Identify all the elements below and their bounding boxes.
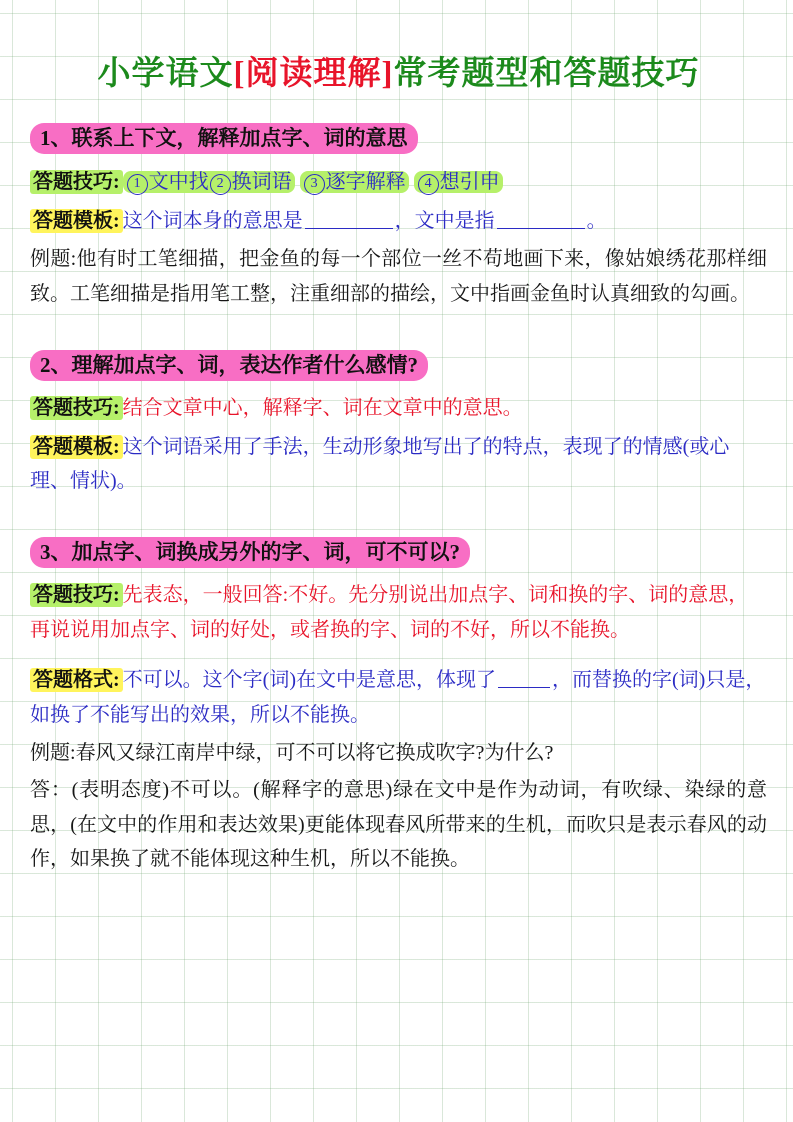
section-1-skill-item-4: 想引申 xyxy=(439,171,500,194)
section-1-template-text-2: ，文中是指 xyxy=(394,209,495,232)
circled-number-3: 3 xyxy=(304,174,325,195)
section-3-answer-text: (表明态度)不可以。(解释字的意思)绿在文中是作为动词，有吹绿、染绿的意思，(在文中的作用和表达效果)更能体现春风所带来的生机，而吹只是表示春风的动作，如果换了就不能体现这种生机，所以不能换。 xyxy=(30,778,768,871)
section-2-template-label: 答题模板: xyxy=(30,435,123,459)
section-1-skill-line xyxy=(30,165,767,199)
section-3-format-text-1: 不可以。这个字(词)在文中是意思，体现了 xyxy=(122,669,496,692)
section-2-template-line xyxy=(30,430,767,499)
section-3-format-text-2: ，而替换的字(词)只是，如换了不能写出的效果，所以不能换。 xyxy=(30,669,766,726)
section-1-template-text-3: 。 xyxy=(586,209,607,232)
section-2-heading-wrap xyxy=(30,346,767,386)
circled-number-2: 2 xyxy=(210,174,231,195)
page-title-prefix: 小学语文 xyxy=(97,56,234,92)
section-1-heading-wrap xyxy=(30,119,767,159)
section-1-skill-item-1: 文中找 xyxy=(148,171,209,194)
section-1-example-label: 例题: xyxy=(30,247,77,270)
section-2 xyxy=(30,346,767,499)
section-1 xyxy=(30,119,767,311)
section-1-example xyxy=(30,242,767,312)
section-1-skill-item-3: 逐字解释 xyxy=(325,171,406,194)
section-1-template-line xyxy=(30,204,767,238)
section-1-example-text: 他有时工笔细描，把金鱼的每一个部位一丝不苟地画下来，像姑娘绣花那样细致。工笔细描是指用笔工整，注重细部的描绘，文中指画金鱼时认真细致的勾画。 xyxy=(30,247,768,305)
section-2-skill-line xyxy=(30,391,767,425)
section-3-heading: 3、加点字、词换成另外的字、词，可不可以? xyxy=(30,537,470,568)
section-3-example-text: 春风又绿江南岸中绿，可不可以将它换成吹字?为什么? xyxy=(75,742,554,765)
section-2-skill-text: 结合文章中心，解释字、词在文章中的意思。 xyxy=(122,397,523,420)
section-1-template-text-1: 这个词本身的意思是 xyxy=(122,209,303,232)
section-3-skill-text: 先表态，一般回答:不好。先分别说出加点字、词和换的字、词的意思，再说说用加点字、词的好处，或者换的字、词的不好，所以不能换。 xyxy=(30,584,749,641)
section-3-example xyxy=(30,736,767,771)
section-1-skill-item-2: 换词语 xyxy=(231,171,292,194)
section-3-heading-wrap xyxy=(30,533,767,573)
section-3-example-label: 例题: xyxy=(30,742,76,765)
fill-blank-2 xyxy=(497,210,585,229)
section-3 xyxy=(30,533,767,878)
spacer-1 xyxy=(30,316,767,346)
section-1-template-label: 答题模板: xyxy=(30,209,123,233)
fill-blank-1 xyxy=(305,210,393,229)
circled-number-1: 1 xyxy=(127,174,148,195)
page-title-bracket: [阅读理解] xyxy=(233,56,394,92)
spacer-3 xyxy=(30,651,767,659)
section-3-skill-label: 答题技巧: xyxy=(30,583,123,607)
section-1-skill-label: 答题技巧: xyxy=(30,170,123,194)
circled-number-4: 4 xyxy=(418,174,439,195)
section-3-skill-line xyxy=(30,578,767,647)
section-2-template-text: 这个词语采用了手法，生动形象地写出了的特点，表现了的情感(或心理、情状)。 xyxy=(30,435,730,493)
section-2-skill-label: 答题技巧: xyxy=(30,396,123,420)
page-title-suffix: 常考题型和答题技巧 xyxy=(393,56,700,92)
section-3-answer-label: 答： xyxy=(30,778,72,801)
section-1-heading: 1、联系上下文，解释加点字、词的意思 xyxy=(30,123,418,154)
section-3-answer xyxy=(30,773,767,877)
fill-blank-3 xyxy=(498,669,550,688)
section-3-format-line xyxy=(30,663,767,732)
section-2-heading: 2、理解加点字、词，表达作者什么感情? xyxy=(30,350,428,381)
section-3-format-label: 答题格式: xyxy=(30,668,123,692)
page-title xyxy=(30,54,767,95)
spacer-2 xyxy=(30,503,767,533)
